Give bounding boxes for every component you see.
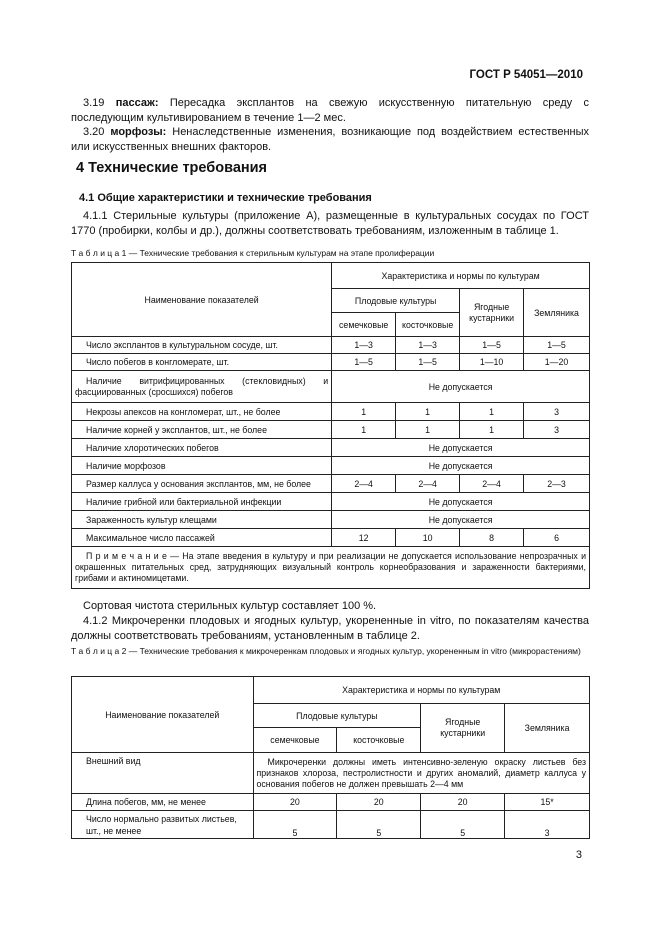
section-title: 4 Технические требования [76,160,268,176]
table1-header-stone: косточковые [396,313,460,337]
term-definition: Пересадка эксплантов на свежую искусственную питательную среду с последующим культивированием в течение 1—2 мес. [71,97,589,124]
table-row [72,794,590,811]
table-row [72,493,590,511]
table-cell: 2—3 [524,475,590,493]
paragraph-purity: Сортовая чистота стерильных культур составляет 100 %. [83,600,377,612]
table1-header-group: Характеристика и нормы по культурам [332,263,590,289]
term-3-20 [71,125,589,154]
table-cell: 5 [421,811,505,839]
table-row [72,354,590,371]
table2-header-group: Характеристика и нормы по культурам [253,677,590,704]
table-row-name: Длина побегов, мм, не менее [72,794,254,811]
table2-header-strawberry: Земляника [505,704,590,753]
table-row [72,421,590,439]
table-cell: 1 [460,421,524,439]
term-3-19 [71,96,589,125]
paragraph-4-1-1: 4.1.1 Стерильные культуры (приложение А), размещенные в культуральных сосудах по ГОСТ 1770 (пробирки, колбы и др.), должны соответствовать требованиям, изложенным в таблице 1. [71,210,589,237]
table-cell: 1 [460,403,524,421]
table-row-name: Наличие витрифицированных (стекловидных) и фасциированных (сросшихся) побегов [72,371,332,403]
table-cell: 1—20 [524,354,590,371]
table-cell: 8 [460,529,524,547]
table2-caption: Т а б л и ц а 2 — Технические требования к микрочеренкам плодовых и ягодных культур, укорененным in vitro (микрорастениям) [71,646,581,656]
table-row [72,529,590,547]
table-row [72,371,590,403]
page-number: 3 [575,849,582,861]
table2-header-fruit: Плодовые культуры [253,704,421,728]
table-row [72,457,590,475]
term-name: пассаж: [115,97,159,109]
table-cell: 2—4 [332,475,396,493]
table-cell: 1 [332,403,396,421]
table-cell-merged: Не допускается [332,439,590,457]
table-cell: 3 [524,421,590,439]
term-number: 3.19 [83,97,105,109]
table-row-name: Наличие грибной или бактериальной инфекции [72,493,332,511]
table-cell: 1 [396,421,460,439]
table-row-name: Некрозы апексов на конгломерат, шт., не более [72,403,332,421]
table-cell-merged: Не допускается [332,457,590,475]
table-cell: 20 [337,794,421,811]
subsection-title: 4.1 Общие характеристики и технические требования [79,192,372,204]
table-cell: 20 [421,794,505,811]
table-row-name: Зараженность культур клещами [72,511,332,529]
table-row-name: Число побегов в конгломерате, шт. [72,354,332,371]
table1-header-berry: Ягодные кустарники [460,289,524,337]
table1-header-pome: семечковые [332,313,396,337]
table-cell: 1—5 [460,337,524,354]
table-cell: 20 [253,794,337,811]
table1-header-name: Наименование показателей [72,263,332,337]
table-row [72,337,590,354]
table-row-name: Наличие хлоротических побегов [72,439,332,457]
table1-header-fruit: Плодовые культуры [332,289,460,313]
table-cell: 2—4 [396,475,460,493]
term-name: морфозы: [110,126,167,138]
table1-note: П р и м е ч а н и е — На этапе введения в культуру и при реализации не допускается использование непрозрачных и окрашенных питательных сред, затрудняющих визуальный контроль корнеобразования и зараженности бактериями, грибами и актиномицетами. [72,547,590,589]
table-cell: 1—5 [396,354,460,371]
table-row-name: Размер каллуса у основания эксплантов, мм, не более [72,475,332,493]
table-cell: 1—5 [524,337,590,354]
table-cell: 10 [396,529,460,547]
table-cell: 1 [396,403,460,421]
table-cell: 5 [337,811,421,839]
table-cell: 1 [332,421,396,439]
table-cell: 1—5 [332,354,396,371]
table-row-name: Число эксплантов в культуральном сосуде, шт. [72,337,332,354]
table-row [72,511,590,529]
table-cell: 12 [332,529,396,547]
paragraph-4-1-2: 4.1.2 Микрочеренки плодовых и ягодных культур, укорененные in vitro, по показателям качества должны соответствовать требованиям, установленным в таблице 2. [71,615,589,642]
table2 [71,676,590,839]
table-row [72,753,590,794]
table-row-name: Наличие корней у эксплантов, шт., не более [72,421,332,439]
table-row-name: Внешний вид [72,753,254,794]
table-row [72,811,590,839]
table2-header-pome: семечковые [253,728,337,753]
table-cell-merged: Микрочеренки должны иметь интенсивно-зеленую окраску листьев без признаков хлороза, пестролистности и других аномалий, диаметр каллуса у основания побегов не должен превышать 2—4 мм [253,753,590,794]
table2-header-berry: Ягодные кустарники [421,704,505,753]
table-cell: 3 [505,811,590,839]
table1-caption: Т а б л и ц а 1 — Технические требования к стерильным культурам на этапе пролиферации [71,248,435,258]
document-number: ГОСТ Р 54051—2010 [469,69,583,81]
term-number: 3.20 [83,126,105,138]
table-cell: 1—3 [396,337,460,354]
table-row [72,439,590,457]
table-row [72,475,590,493]
table-cell: 3 [524,403,590,421]
table1 [71,262,590,589]
table2-header-name: Наименование показателей [72,677,254,753]
table-cell: 6 [524,529,590,547]
table-row-name: Число нормально развитых листьев, шт., не менее [72,811,254,839]
table-cell: 5 [253,811,337,839]
table-cell-merged: Не допускается [332,493,590,511]
table-row-name: Максимальное число пассажей [72,529,332,547]
table-cell-merged: Не допускается [332,511,590,529]
table-cell-merged: Не допускается [332,371,590,403]
term-definition: Ненаследственные изменения, возникающие под воздействием естественных или искусственных внешних факторов. [71,126,589,153]
table-cell: 2—4 [460,475,524,493]
table-cell: 1—3 [332,337,396,354]
table-cell: 15* [505,794,590,811]
table-row [72,403,590,421]
table2-header-stone: косточковые [337,728,421,753]
table-row-name: Наличие морфозов [72,457,332,475]
table-cell: 1—10 [460,354,524,371]
table1-header-strawberry: Земляника [524,289,590,337]
